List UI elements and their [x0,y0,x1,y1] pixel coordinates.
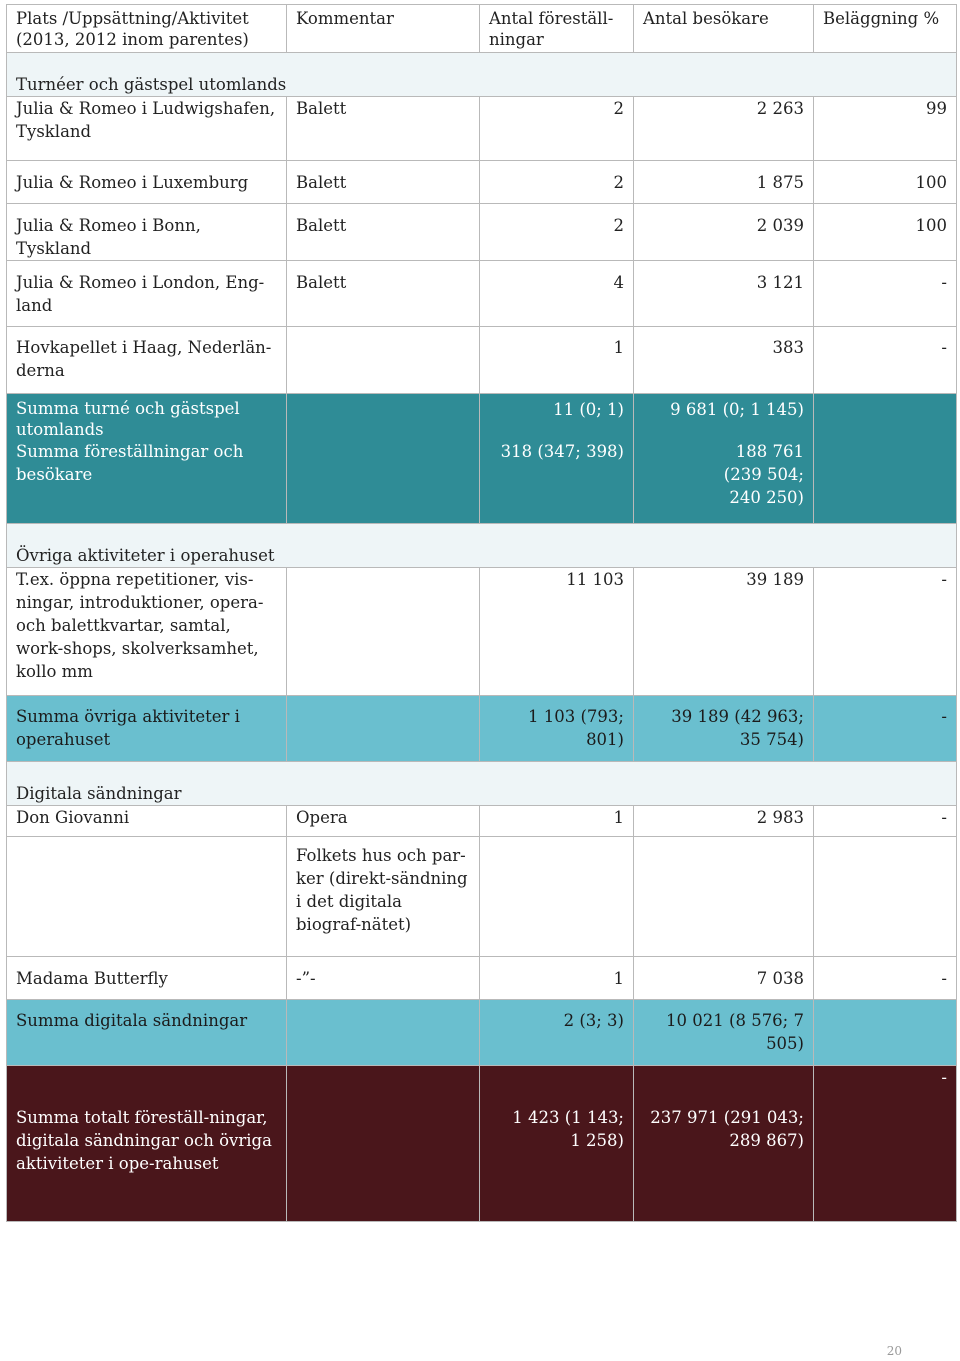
table-row [7,204,957,261]
row-occupancy: - [814,957,957,1000]
row-visitors: 39 189 [634,568,814,696]
row-visitors: 2 983 [634,806,814,837]
section-title-tours: Turnéer och gästspel utomlands [7,53,957,97]
row-performances: 4 [480,261,634,327]
total-performances: 318 (347; 398) [500,442,624,461]
row-occupancy: 99 [814,97,957,161]
header-comment: Kommentar [287,5,480,53]
sum-occupancy: - [814,696,957,762]
row-occupancy: - [814,261,957,327]
row-occupancy: 100 [814,204,957,261]
grand-total-occupancy: - [814,1066,957,1222]
row-visitors: 1 875 [634,161,814,204]
row-comment: -”- [287,957,480,1000]
row-occupancy: 100 [814,161,957,204]
statistics-table [6,4,957,1222]
row-name: Don Giovanni [7,806,287,837]
table-row [7,97,957,161]
row-comment: Balett [287,204,480,261]
sum-visitors: 10 021 (8 576; 7 505) [634,1000,814,1066]
total-label: Summa föreställningar och besökare [16,442,244,484]
row-name: T.ex. öppna repetitioner, vis-ningar, introduktioner, opera- och balettkvartar, samtal, work-shops, skolverksamhet, kollo mm [7,568,287,696]
section-title-row [7,524,957,568]
row-comment: Folkets hus och par-ker (direkt-sändning i det digitala biograf-nätet) [287,837,480,957]
row-performances: 2 [480,97,634,161]
row-occupancy: - [814,327,957,394]
sum-label: Summa övriga aktiviteter i operahuset [7,696,287,762]
row-performances: 11 103 [480,568,634,696]
header-place: Plats /Uppsättning/Aktivitet (2013, 2012 inom parentes) [7,5,287,53]
section-title-row [7,762,957,806]
row-performances: 1 [480,957,634,1000]
grand-total-label: Summa totalt föreställ-ningar, digitala sändningar och övriga aktiviteter i ope-rahuset [7,1066,287,1222]
sum-performances: 11 (0; 1) [553,400,624,419]
row-performances: 2 [480,161,634,204]
header-occupancy: Beläggning % [814,5,957,53]
table-row [7,327,957,394]
section-title-digital: Digitala sändningar [7,762,957,806]
header-row [7,5,957,53]
row-name: Hovkapellet i Haag, Nederlän-derna [7,327,287,394]
row-name: Julia & Romeo i Ludwigshafen, Tyskland [7,97,287,161]
row-name: Julia & Romeo i Luxemburg [7,161,287,204]
row-visitors: 3 121 [634,261,814,327]
row-visitors: 7 038 [634,957,814,1000]
row-occupancy: - [814,568,957,696]
sum-performances: 1 103 (793; 801) [480,696,634,762]
table-row [7,161,957,204]
row-visitors: 2 039 [634,204,814,261]
sum-performances: 2 (3; 3) [480,1000,634,1066]
section-title-row [7,53,957,97]
section-title-other-activities: Övriga aktiviteter i operahuset [7,524,957,568]
row-visitors: 2 263 [634,97,814,161]
row-name: Madama Butterfly [7,957,287,1000]
row-performances: 2 [480,204,634,261]
table-row [7,837,957,957]
row-comment: Opera [287,806,480,837]
row-occupancy: - [814,806,957,837]
sum-label: Summa turné och gästspel utomlands [16,399,240,439]
row-performances: 1 [480,806,634,837]
total-visitors: 188 761 (239 504; 240 250) [723,442,804,507]
row-comment: Balett [287,161,480,204]
table-row [7,261,957,327]
table-row [7,568,957,696]
row-comment: Balett [287,261,480,327]
table-row [7,957,957,1000]
row-performances: 1 [480,327,634,394]
row-comment [287,327,480,394]
grand-total-performances: 1 423 (1 143; 1 258) [480,1066,634,1222]
sum-visitors: 9 681 (0; 1 145) [670,400,804,419]
summary-row [7,394,957,524]
header-performances: Antal föreställ-ningar [480,5,634,53]
row-comment: Balett [287,97,480,161]
sum-visitors: 39 189 (42 963; 35 754) [634,696,814,762]
summary-row [7,1000,957,1066]
table-row [7,806,957,837]
sum-label: Summa digitala sändningar [7,1000,287,1066]
page-number: 20 [886,1344,902,1358]
summary-row [7,696,957,762]
header-visitors: Antal besökare [634,5,814,53]
grand-total-row [7,1066,957,1222]
row-visitors: 383 [634,327,814,394]
row-name: Julia & Romeo i London, Eng-land [7,261,287,327]
grand-total-visitors: 237 971 (291 043; 289 867) [634,1066,814,1222]
row-name: Julia & Romeo i Bonn, Tyskland [7,204,287,261]
